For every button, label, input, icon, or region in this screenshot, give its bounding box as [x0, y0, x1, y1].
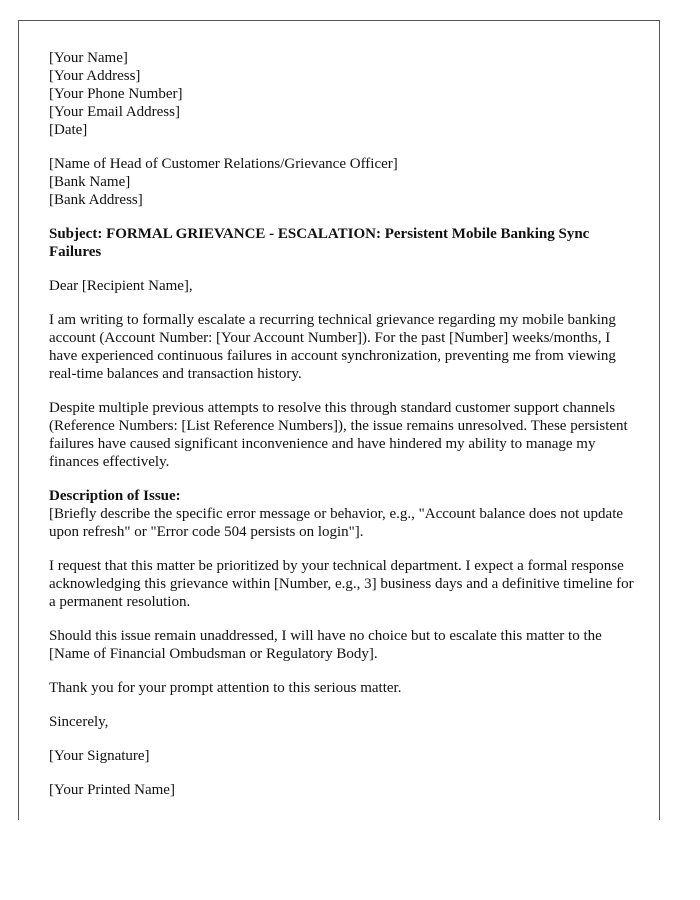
paragraph-escalation: I am writing to formally escalate a recurring technical grievance regarding my mobile banking account (Account Number: [Your Account Number]). For the past [Number] weeks/months, I have experienced continuous failures in account synchronization, preventing me from viewing real-time balances and transaction history. [49, 312, 616, 382]
sender-address: [Your Address] [49, 68, 141, 84]
paragraph-thanks: Thank you for your prompt attention to this serious matter. [49, 680, 402, 696]
sender-block [49, 49, 634, 139]
recipient-address: [Bank Address] [49, 192, 143, 208]
salutation: Dear [Recipient Name], [49, 278, 193, 294]
recipient-block [49, 155, 634, 209]
subject-line: Subject: FORMAL GRIEVANCE - ESCALATION: Persistent Mobile Banking Sync Failures [49, 226, 590, 260]
letter-page [18, 20, 660, 820]
sender-email: [Your Email Address] [49, 104, 180, 120]
paragraph-escalation-warning: Should this issue remain unaddressed, I will have no choice but to escalate this matter to the [Name of Financial Ombudsman or Regulatory Body]. [49, 628, 602, 662]
letter-date: [Date] [49, 122, 88, 138]
valediction: Sincerely, [49, 714, 109, 730]
recipient-bank: [Bank Name] [49, 174, 131, 190]
issue-heading: Description of Issue: [49, 488, 181, 504]
issue-section [49, 487, 634, 541]
sender-name: [Your Name] [49, 50, 128, 66]
paragraph-previous-attempts: Despite multiple previous attempts to resolve this through standard customer support channels (Reference Numbers: [List Reference Numbers]), the issue remains unresolved. These persistent failures have caused significant inconvenience and have hindered my ability to manage my finances effectively. [49, 400, 628, 470]
paragraph-request: I request that this matter be prioritized by your technical department. I expect a formal response acknowledging this grievance within [Number, e.g., 3] business days and a definitive timeline for a permanent resolution. [49, 558, 634, 610]
recipient-name: [Name of Head of Customer Relations/Grievance Officer] [49, 156, 398, 172]
letter-body [49, 49, 634, 815]
printed-name: [Your Printed Name] [49, 782, 175, 798]
signature-placeholder: [Your Signature] [49, 748, 150, 764]
sender-phone: [Your Phone Number] [49, 86, 183, 102]
issue-description: [Briefly describe the specific error message or behavior, e.g., "Account balance does not update upon refresh" or "Error code 504 persists on login"]. [49, 506, 624, 540]
